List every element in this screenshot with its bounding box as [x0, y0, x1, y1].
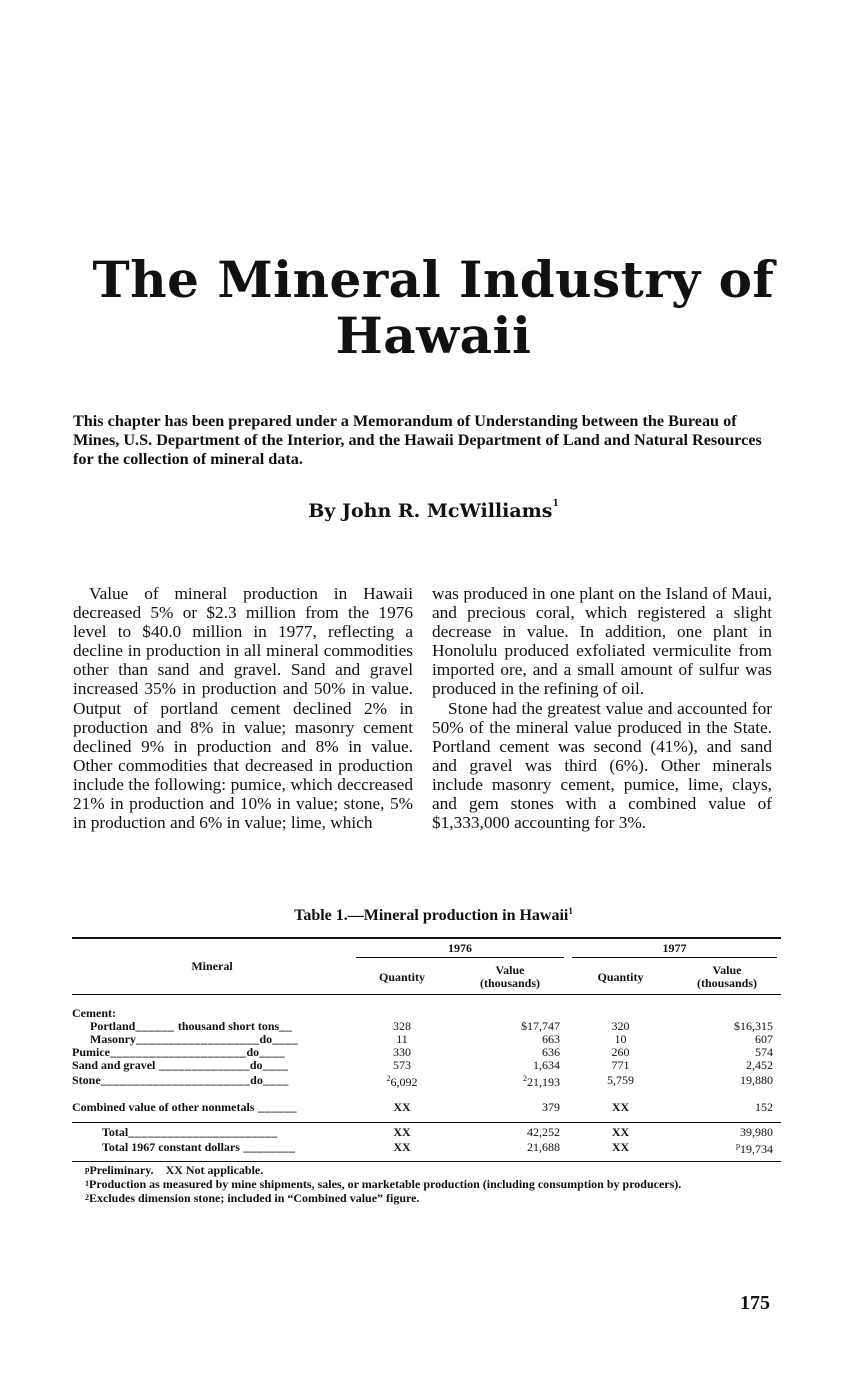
header-quantity-1976: Quantity	[378, 969, 425, 984]
title-line-1: The Mineral Industry of	[92, 250, 775, 309]
body-paragraph-2: Stone had the greatest value and accounted for 50% of the mineral value produced in the State. Portland cement was second (41%), and sand and gravel was third (6%). Other minerals include masonry cement, pumice, lime, clays, and gem stones with a combined value of $1,333,000 accounting for 3%.	[432, 698, 772, 833]
mineral-production-table	[72, 937, 781, 1162]
footnote-2: $^2$Excludes dimension stone; included in “Combined value” figure.	[85, 1191, 420, 1205]
table-footnotes	[85, 1163, 785, 1205]
page-title	[0, 252, 867, 364]
header-mineral: Mineral	[72, 938, 352, 995]
header-quantity-1977: Quantity	[597, 969, 644, 984]
table-row: Stone_______________________do____ $^2$6,092 $^2$21,193 5,759 19,880	[72, 1073, 773, 1089]
header-value-1977: Value (thousands)	[696, 963, 758, 990]
table-row: Masonry___________________do____ 11 663 10 607	[90, 1032, 773, 1046]
footnote-preliminary: $^p$Preliminary. XX Not applicable.	[85, 1163, 264, 1177]
title-line-2: Hawaii	[335, 306, 532, 365]
byline	[0, 500, 867, 522]
table-row: Sand and gravel ______________do____ 573 1,634 771 2,452	[72, 1058, 773, 1072]
body-paragraph-1: Value of mineral production in Hawaii decreased 5% or $2.3 million from the 1976 level to $40.0 million in 1977, reflecting a decline in production in all mineral commodities other than sand and gravel. Sand and gravel increased 35% in production and 50% in value. Output of portland cement declined 2% in production and 8% in value; masonry cement declined 9% in production and 8% in value. Other commodities that decreased in production include the following: pumice, which deccreased 21% in production and 10% in value; stone, 5% in production and 6% in value; lime, which	[73, 584, 413, 833]
page-number: 175	[740, 1292, 770, 1314]
intro-statement: This chapter has been prepared under a Memorandum of Understanding between the Bureau of Mines, U.S. Department of the Interior, and the Hawaii Department of Land and Natural Resources for the collection of mineral data.	[73, 412, 762, 468]
group-label-cement: Cement:	[72, 1006, 116, 1020]
author-name: By John R. McWilliams	[308, 500, 553, 522]
footnote-1: $^1$Production as measured by mine shipments, sales, or marketable production (including consumption by producers).	[85, 1177, 682, 1191]
table-caption: Table 1.—Mineral production in Hawaii$^1$	[294, 906, 573, 924]
table-row: Portland______ thousand short tons__ 328 $17,747 320 $16,315	[90, 1019, 773, 1033]
table-caption-note: 1	[568, 906, 573, 916]
body-paragraph-1-continued: was produced in one plant on the Island of Maui, and precious coral, which registered a slight decrease in value. In addition, one plant in Honolulu produced exfoliated vermiculite from imported ore, and a small amount of sulfur was produced in the refining of oil.	[432, 584, 772, 699]
author-footnote-mark: 1	[552, 499, 559, 509]
header-value-1976: Value (thousands)	[479, 963, 541, 990]
header-year-1976: 1976	[352, 938, 568, 960]
table-row: Total_______________________ XX 42,252 XX 39,980	[72, 1123, 781, 1140]
table-row: Pumice_____________________do____ 330 636 260 574	[72, 1045, 773, 1059]
body-column-right	[432, 584, 772, 832]
table-row: Total 1967 constant dollars ________ XX 21,688 XX $^p$19,734	[72, 1139, 781, 1162]
body-column-left	[73, 584, 413, 832]
header-year-1977: 1977	[568, 938, 781, 960]
table-row: Combined value of other nonmetals ______ XX 379 XX 152	[72, 1100, 773, 1114]
